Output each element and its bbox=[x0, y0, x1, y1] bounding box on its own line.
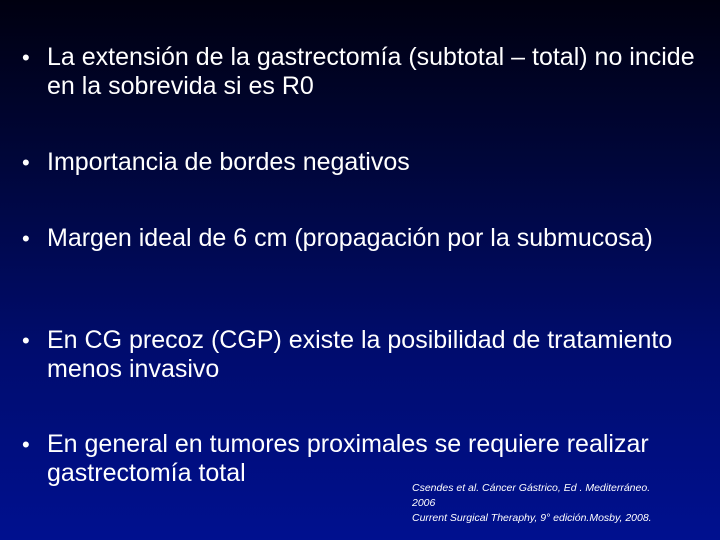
citation-line: Csendes et al. Cáncer Gástrico, Ed . Mediterráneo. bbox=[412, 482, 651, 494]
bullet-text: En CG precoz (CGP) existe la posibilidad de tratamiento menos invasivo bbox=[47, 326, 673, 383]
bullet-dot-icon: • bbox=[22, 45, 30, 70]
citation bbox=[412, 481, 712, 526]
citation-line: Current Surgical Theraphy, 9° edición.Mosby, 2008. bbox=[412, 512, 652, 524]
bullet-dot-icon: • bbox=[22, 226, 30, 251]
bullet-dot-icon: • bbox=[22, 432, 30, 457]
bullet-dot-icon: • bbox=[22, 150, 30, 175]
bullet-dot-icon: • bbox=[22, 328, 30, 353]
bullet-text: Importancia de bordes negativos bbox=[47, 148, 410, 176]
bullet-text: La extensión de la gastrectomía (subtotal – total) no incide en la sobrevida si es R0 bbox=[47, 43, 695, 100]
bullet-item bbox=[22, 148, 702, 177]
bullet-text: Margen ideal de 6 cm (propagación por la submucosa) bbox=[47, 224, 653, 252]
bullet-item bbox=[22, 224, 702, 253]
bullet-item bbox=[22, 430, 702, 488]
bullet-text: En general en tumores proximales se requiere realizar gastrectomía total bbox=[47, 430, 649, 487]
bullet-item bbox=[22, 326, 702, 384]
citation-line: 2006 bbox=[412, 497, 436, 509]
bullet-item bbox=[22, 43, 702, 101]
